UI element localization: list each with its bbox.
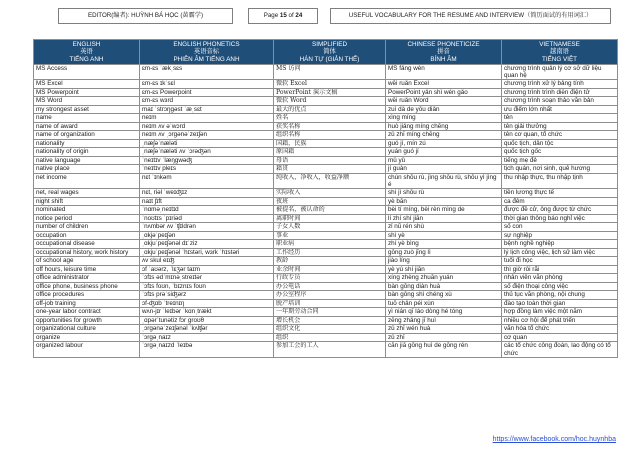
cell-english: notice period (34, 214, 140, 223)
cell-vietnamese: thu nhập thực, thu nhập tịnh (502, 173, 618, 188)
cell-english: name (34, 114, 140, 123)
cell-simplified: 组织名称 (274, 131, 386, 140)
cell-vietnamese: tên cơ quan, tổ chức (502, 131, 618, 140)
cell-english: office phone, business phone (34, 282, 140, 291)
cell-simplified: 国籍，民族 (274, 139, 386, 148)
cell-phonetics: ˈneɪtɪv ˈlæŋɡwəʤ (140, 156, 274, 165)
cell-simplified: 行政专员 (274, 274, 386, 283)
cell-vietnamese: văn hóa tổ chức (502, 325, 618, 334)
cell-english: net, real wages (34, 189, 140, 198)
cell-english: off hours, leisure time (34, 265, 140, 274)
cell-phonetics: ɔf ˈaʊərz, ˈlɛʒər taɪm (140, 265, 274, 274)
cell-simplified: 参加工会的工人 (274, 342, 386, 357)
cell-simplified: 夜班 (274, 197, 386, 206)
cell-vietnamese: thì giờ rỗi rãi (502, 265, 618, 274)
table-row (34, 333, 618, 342)
cell-pinyin: wēi ruǎn Word (386, 97, 502, 106)
cell-phonetics: ˌɑkjuˈpeɪʃənəl ˈhɪstəri, wɜrk ˈhɪstəri (140, 248, 274, 257)
cell-phonetics: ʌv skul eɪʤ (140, 257, 274, 266)
cell-english: office administrator (34, 274, 140, 283)
cell-simplified: 职业病 (274, 240, 386, 249)
cell-vietnamese: chương trình trình diễn điện tử (502, 88, 618, 97)
cell-simplified: 组织文化 (274, 325, 386, 334)
table-row (34, 265, 618, 274)
cell-vietnamese: bệnh nghề nghiệp (502, 240, 618, 249)
cell-simplified: 增长机会 (274, 316, 386, 325)
col-label-vn: TIẾNG ANH (69, 55, 104, 63)
cell-phonetics: ɛm-ɛs wɜrd (140, 97, 274, 106)
cell-simplified: 姓名 (274, 114, 386, 123)
cell-pinyin: PowerPoint yǎn shì wén gǎo (386, 88, 502, 97)
cell-vietnamese: các tổ chức công đoàn, lao động có tổ chức (502, 342, 618, 357)
cell-english: name of organization (34, 131, 140, 140)
cell-simplified: 籍贯 (274, 165, 386, 174)
cell-pinyin: bàn gōng diàn huà (386, 282, 502, 291)
cell-simplified: 微软 Excel (274, 80, 386, 89)
cell-phonetics: ˌɔrɡənəˈzeɪʃənəl ˈkʌlʧər (140, 325, 274, 334)
cell-phonetics: ˈɔfɪs foʊn, ˈbɪznɪs foʊn (140, 282, 274, 291)
header-document-title: USEFUL VOCABULARY FOR THE RESUME AND INTERVIEW（简历面试的有用词汇） (330, 8, 611, 24)
header-editor: EDITOR(编者): HUỲNH BÁ HỌC (黃霸学) (58, 8, 233, 24)
cell-phonetics: wʌn-jɪr ˈleɪbər ˈkɑnˌtrækt (140, 308, 274, 317)
cell-pinyin: yuán guó jí (386, 148, 502, 157)
col-label-cn: 英语音标 (193, 48, 220, 56)
table-row (34, 231, 618, 240)
cell-vietnamese: số điện thoại công việc (502, 282, 618, 291)
col-label-vn: TIẾNG VIỆT (542, 55, 577, 63)
cell-pinyin: bèi tí míng, bèi rèn mìng de (386, 206, 502, 215)
cell-english: native place (34, 165, 140, 174)
cell-english: name of award (34, 122, 140, 131)
cell-english: nominated (34, 206, 140, 215)
cell-english: off-job training (34, 299, 140, 308)
cell-english: native language (34, 156, 140, 165)
table-row (34, 139, 618, 148)
column-header-english (34, 40, 140, 65)
col-label-en: ENGLISH PHONETICS (173, 40, 240, 48)
cell-simplified: 组织 (274, 333, 386, 342)
table-row (34, 257, 618, 266)
cell-simplified: 母语 (274, 156, 386, 165)
table-row (34, 165, 618, 174)
cell-pinyin: zǔ zhī míng chēng (386, 131, 502, 140)
column-header-vietnamese (502, 40, 618, 65)
cell-simplified: MS 访问 (274, 65, 386, 80)
column-header-phonetics (140, 40, 274, 65)
col-label-cn: 英语 (80, 48, 93, 56)
cell-vietnamese: chương trình quản lý cơ sở dữ liệu quan hệ (502, 65, 618, 80)
col-label-cn: 越南语 (550, 48, 569, 56)
cell-english: organized labour (34, 342, 140, 357)
cell-vietnamese: chương trình xử lý bảng tính (502, 80, 618, 89)
cell-simplified: 办公电话 (274, 282, 386, 291)
cell-phonetics: nɛt ˈɪnkəm (140, 173, 274, 188)
cell-simplified: PowerPoint 演示文稿 (274, 88, 386, 97)
table-row (34, 148, 618, 157)
cell-vietnamese: quốc tịch gốc (502, 148, 618, 157)
table-row (34, 65, 618, 80)
cell-vietnamese: chương trình soạn thảo văn bản (502, 97, 618, 106)
cell-pinyin: shì yè (386, 231, 502, 240)
cell-phonetics: ˈɔfɪs prəˈsiʤərz (140, 291, 274, 300)
cell-simplified: 事业 (274, 231, 386, 240)
cell-vietnamese: tuổi đi học (502, 257, 618, 266)
cell-phonetics: naɪt ʃɪft (140, 197, 274, 206)
cell-phonetics: ˌɑpərˈtunətiz fɔr ɡroʊθ (140, 316, 274, 325)
column-header-pinyin (386, 40, 502, 65)
cell-english: occupational disease (34, 240, 140, 249)
cell-simplified: 最大的优点 (274, 105, 386, 114)
column-header-simplified (274, 40, 386, 65)
cell-vietnamese: thủ tục văn phòng, nội chung (502, 291, 618, 300)
cell-pinyin: zǐ nǚ rén shù (386, 223, 502, 232)
table-row (34, 291, 618, 300)
cell-simplified: 教龄 (274, 257, 386, 266)
col-label-vn: PHIÊN ÂM TIẾNG ANH (173, 55, 240, 63)
cell-vietnamese: được đề cử, ông được từ chức (502, 206, 618, 215)
table-row (34, 131, 618, 140)
cell-vietnamese: tên (502, 114, 618, 123)
col-label-en: SIMPLIFIED (312, 40, 347, 48)
cell-pinyin: huò jiǎng míng chēng (386, 122, 502, 131)
cell-pinyin: shí jì shōu rù (386, 189, 502, 198)
cell-phonetics: ˈnɑməˌneɪtɪd (140, 206, 274, 215)
cell-phonetics: neɪm ʌv ˌɔrɡənəˈzeɪʃən (140, 131, 274, 140)
cell-english: occupational history, work history (34, 248, 140, 257)
table-row (34, 97, 618, 106)
cell-phonetics: ˈɔrɡəˌnaɪzd ˈleɪbə (140, 342, 274, 357)
col-label-cn: 简体 (323, 48, 336, 56)
cell-english: opportunities for growth (34, 316, 140, 325)
col-label-en: CHINESE PHONETICIZE (407, 40, 480, 48)
table-row (34, 240, 618, 249)
cell-simplified: 办公室程序 (274, 291, 386, 300)
cell-pinyin: gōng zuò jīng lì (386, 248, 502, 257)
cell-phonetics: ˈɔrɡəˌnaɪz (140, 333, 274, 342)
cell-phonetics: ˈnʌmbər ʌv ˈʧɪldrən (140, 223, 274, 232)
cell-english: net income (34, 173, 140, 188)
col-label-vn: BÍNH ÂM (430, 55, 457, 63)
cell-simplified: 离职时间 (274, 214, 386, 223)
cell-pinyin: lí zhí shí jiān (386, 214, 502, 223)
table-row (34, 88, 618, 97)
table-row (34, 214, 618, 223)
cell-pinyin: zhí yè bìng (386, 240, 502, 249)
table-row (34, 282, 618, 291)
cell-vietnamese: ca đêm (502, 197, 618, 206)
cell-pinyin: xíng zhèng zhuān yuán (386, 274, 502, 283)
page-prefix: Page (263, 12, 280, 19)
cell-vietnamese: tên giải thưởng (502, 122, 618, 131)
table-row (34, 316, 618, 325)
cell-english: MS Access (34, 65, 140, 80)
cell-english: office procedures (34, 291, 140, 300)
cell-english: one-year labor contract (34, 308, 140, 317)
cell-vietnamese: tịch quán, nơi sinh, quê hương (502, 165, 618, 174)
cell-english: organizational culture (34, 325, 140, 334)
cell-vietnamese: hợp đồng làm việc một năm (502, 308, 618, 317)
cell-vietnamese: số con (502, 223, 618, 232)
col-label-cn: 拼音 (437, 48, 450, 56)
cell-english: my strongest asset (34, 105, 140, 114)
cell-phonetics: ɛm-ɛs Powerpoint (140, 88, 274, 97)
table-row (34, 105, 618, 114)
cell-english: nationality of origin (34, 148, 140, 157)
cell-phonetics: ˈnoʊtɪs ˈpɪriəd (140, 214, 274, 223)
vocabulary-table (33, 39, 618, 358)
cell-english: occupation (34, 231, 140, 240)
cell-phonetics: ˌnæʃəˈnæləti (140, 139, 274, 148)
cell-vietnamese: đào tạo toàn thời gian (502, 299, 618, 308)
cell-pinyin: wēi ruǎn Excel (386, 80, 502, 89)
facebook-link[interactable]: https://www.facebook.com/hoc.huynhba (492, 436, 616, 443)
cell-vietnamese: nhân viên văn phòng (502, 274, 618, 283)
cell-english: night shift (34, 197, 140, 206)
page-of: of (286, 12, 296, 19)
cell-phonetics: neɪm ʌv əˈwɔrd (140, 122, 274, 131)
cell-pinyin: zuì dà de yōu diǎn (386, 105, 502, 114)
cell-phonetics: nɛt, riəl ˈweɪʤɪz (140, 189, 274, 198)
cell-english: MS Excel (34, 80, 140, 89)
cell-pinyin: jiào líng (386, 257, 502, 266)
cell-phonetics: maɪ ˈstrɔŋɡəst ˈæˌsɛt (140, 105, 274, 114)
table-row (34, 342, 618, 357)
cell-simplified: 被提名，被认命的 (274, 206, 386, 215)
cell-simplified: 实际收入 (274, 189, 386, 198)
cell-phonetics: ˈɔfɪs ədˈmɪnəˌstreɪtər (140, 274, 274, 283)
cell-pinyin: MS fǎng wèn (386, 65, 502, 80)
cell-phonetics: ˌɑkjuˈpeɪʃənəl dɪˈziz (140, 240, 274, 249)
vocabulary-table-body (34, 65, 618, 358)
cell-pinyin: mǔ yǔ (386, 156, 502, 165)
cell-simplified: 一年期劳动合同 (274, 308, 386, 317)
cell-simplified: 纯收入，净收入，收益净额 (274, 173, 386, 188)
cell-pinyin: xìng míng (386, 114, 502, 123)
cell-phonetics: ˌɑkjəˈpeɪʃən (140, 231, 274, 240)
table-row (34, 80, 618, 89)
cell-pinyin: chún shōu rù, jìng shōu rù, shōu yì jìng é (386, 173, 502, 188)
cell-pinyin: zǔ zhī (386, 333, 502, 342)
cell-english: MS Powerpoint (34, 88, 140, 97)
cell-english: organize (34, 333, 140, 342)
cell-pinyin: yè bān (386, 197, 502, 206)
table-row (34, 173, 618, 188)
page-current: 15 (279, 12, 287, 19)
cell-simplified: 原国籍 (274, 148, 386, 157)
table-row (34, 248, 618, 257)
cell-pinyin: zǔ zhī wén huà (386, 325, 502, 334)
cell-phonetics: ɔf-ʤɑb ˈtreɪnɪŋ (140, 299, 274, 308)
table-row (34, 299, 618, 308)
cell-phonetics: ɛm-ɛs ˈækˌsɛs (140, 65, 274, 80)
cell-pinyin: yè yú shí jiān (386, 265, 502, 274)
cell-pinyin: guó jí, mín zú (386, 139, 502, 148)
cell-phonetics: neɪm (140, 114, 274, 123)
cell-simplified: 获奖名称 (274, 122, 386, 131)
col-label-en: ENGLISH (72, 40, 101, 48)
table-row (34, 189, 618, 198)
cell-english: MS Word (34, 97, 140, 106)
cell-pinyin: yì nián qī láo dòng hé tóng (386, 308, 502, 317)
cell-pinyin: cān jiā gōng huì de gōng rén (386, 342, 502, 357)
header-page-number (248, 8, 318, 24)
cell-pinyin: zēng zhǎng jī huì (386, 316, 502, 325)
cell-english: number of children (34, 223, 140, 232)
cell-pinyin: tuō chǎn péi xùn (386, 299, 502, 308)
cell-vietnamese: quốc tịch, dân tộc (502, 139, 618, 148)
cell-vietnamese: ưu điểm lớn nhất (502, 105, 618, 114)
cell-simplified: 业余时间 (274, 265, 386, 274)
cell-simplified: 脱产培训 (274, 299, 386, 308)
cell-vietnamese: nhiều cơ hội để phát triển (502, 316, 618, 325)
cell-pinyin: jí guàn (386, 165, 502, 174)
page-total: 24 (295, 12, 303, 19)
cell-english: nationality (34, 139, 140, 148)
table-row (34, 274, 618, 283)
cell-simplified: 微软 Word (274, 97, 386, 106)
cell-phonetics: ˈneɪtɪv pleɪs (140, 165, 274, 174)
cell-vietnamese: sự nghiệp (502, 231, 618, 240)
table-row (34, 156, 618, 165)
table-row (34, 197, 618, 206)
cell-simplified: 工作经历 (274, 248, 386, 257)
cell-pinyin: bàn gōng shì chéng xù (386, 291, 502, 300)
table-row (34, 122, 618, 131)
cell-simplified: 子女人数 (274, 223, 386, 232)
cell-vietnamese: thời gian thông báo nghỉ việc (502, 214, 618, 223)
table-row (34, 114, 618, 123)
cell-vietnamese: tiền lương thực tế (502, 189, 618, 198)
table-row (34, 206, 618, 215)
cell-phonetics: ˌnæʃəˈnæləti ʌv ˈɔrəʤən (140, 148, 274, 157)
table-row (34, 325, 618, 334)
table-row (34, 223, 618, 232)
table-header-row (34, 40, 618, 65)
cell-vietnamese: lý lịch công việc, lịch sử làm việc (502, 248, 618, 257)
cell-vietnamese: tiếng mẹ đẻ (502, 156, 618, 165)
cell-vietnamese: cơ quan (502, 333, 618, 342)
cell-phonetics: ɛm-ɛs ɪkˈsɛl (140, 80, 274, 89)
table-row (34, 308, 618, 317)
col-label-en: VIETNAMESE (539, 40, 580, 48)
cell-english: of school age (34, 257, 140, 266)
col-label-vn: HÁN TỰ (GIẢN THỂ) (299, 55, 360, 63)
